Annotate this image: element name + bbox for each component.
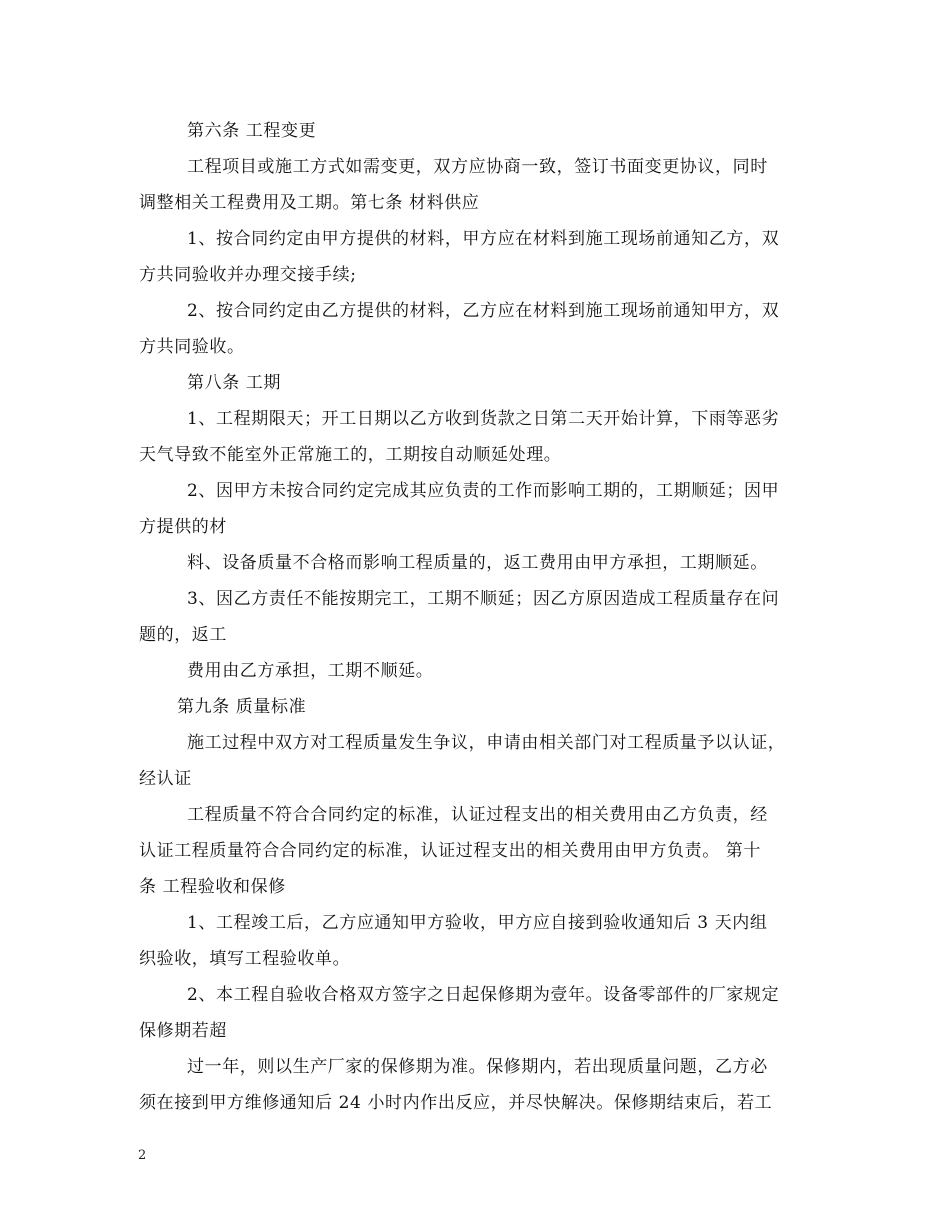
paragraph-line: 认证工程质量符合合同约定的标准，认证过程支出的相关费用由甲方负责。 第十 — [139, 841, 762, 861]
paragraph-line: 保修期若超 — [139, 1021, 227, 1041]
paragraph-line: 方共同验收。 — [139, 337, 245, 357]
paragraph-line: 2、按合同约定由乙方提供的材料，乙方应在材料到施工现场前通知甲方，双 — [187, 301, 780, 321]
paragraph-line: 经认证 — [139, 769, 192, 789]
paragraph-line: 1、工程期限天；开工日期以乙方收到货款之日第二天开始计算，下雨等恶劣 — [187, 409, 780, 429]
paragraph-line: 1、按合同约定由甲方提供的材料，甲方应在材料到施工现场前通知乙方，双 — [187, 229, 780, 249]
paragraph-line: 工程项目或施工方式如需变更，双方应协商一致，签订书面变更协议，同时 — [187, 157, 768, 177]
paragraph-line: 织验收，填写工程验收单。 — [139, 949, 351, 969]
paragraph-line: 方共同验收并办理交接手续; — [139, 265, 357, 285]
paragraph-line: 3、因乙方责任不能按期完工，工期不顺延；因乙方原因造成工程质量存在问 — [187, 589, 780, 609]
paragraph-line: 费用由乙方承担，工期不顺延。 — [187, 661, 434, 681]
paragraph-line: 2、本工程自验收合格双方签字之日起保修期为壹年。设备零部件的厂家规定 — [187, 985, 780, 1005]
paragraph-line: 1、工程竣工后，乙方应通知甲方验收，甲方应自接到验收通知后 3 天内组 — [187, 913, 768, 933]
paragraph-line: 2、因甲方未按合同约定完成其应负责的工作而影响工期的，工期顺延；因甲 — [187, 481, 780, 501]
heading-article-9: 第九条 质量标准 — [177, 697, 307, 717]
paragraph-line: 条 工程验收和保修 — [139, 877, 286, 897]
heading-article-6: 第六条 工程变更 — [187, 121, 317, 141]
heading-article-8: 第八条 工期 — [187, 373, 282, 393]
paragraph-line: 工程质量不符合合同约定的标准，认证过程支出的相关费用由乙方负责，经 — [187, 805, 768, 825]
paragraph-line: 方提供的材 — [139, 517, 227, 537]
paragraph-line: 调整相关工程费用及工期。第七条 材料供应 — [139, 193, 480, 213]
paragraph-line: 过一年，则以生产厂家的保修期为准。保修期内，若出现质量问题，乙方必 — [187, 1057, 768, 1077]
page-number: 2 — [138, 1148, 147, 1163]
paragraph-line: 题的，返工 — [139, 625, 227, 645]
paragraph-line: 料、设备质量不合格而影响工程质量的，返工费用由甲方承担，工期顺延。 — [187, 553, 768, 573]
paragraph-line: 须在接到甲方维修通知后 24 小时内作出反应，并尽快解决。保修期结束后，若工 — [139, 1093, 773, 1113]
paragraph-line: 施工过程中双方对工程质量发生争议，申请由相关部门对工程质量予以认证， — [187, 733, 786, 753]
paragraph-line: 天气导致不能室外正常施工的，工期按自动顺延处理。 — [139, 445, 562, 465]
